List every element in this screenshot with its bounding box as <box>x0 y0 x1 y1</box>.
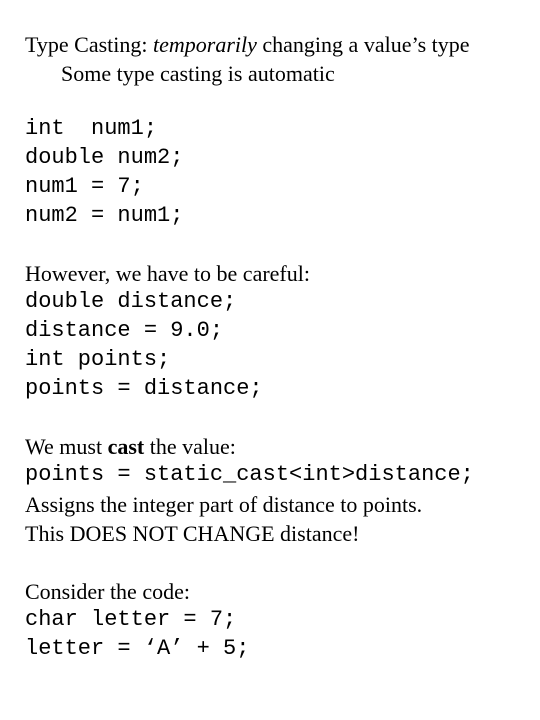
code-line: distance = 9.0; <box>25 318 224 343</box>
code-line: points = distance; <box>25 376 263 401</box>
code-line: int num1; <box>25 116 158 141</box>
title-prefix: Type Casting: <box>25 32 154 57</box>
consider-text: Consider the code: <box>25 579 190 604</box>
cast-note: This DOES NOT CHANGE distance! <box>25 521 360 546</box>
cast-intro <box>25 436 236 458</box>
code-line: double distance; <box>25 289 237 314</box>
cast-intro-prefix: We must <box>25 434 108 459</box>
code-line: letter = ‘A’ + 5; <box>25 636 250 661</box>
title-emphasis: temporarily <box>153 32 257 57</box>
code-line: int points; <box>25 347 171 372</box>
code-line: num2 = num1; <box>25 203 184 228</box>
title-line <box>25 34 470 56</box>
cast-note: Assigns the integer part of distance to points. <box>25 492 423 517</box>
cast-code-line: points = static_cast<int>distance; <box>25 462 474 487</box>
subtitle: Some type casting is automatic <box>61 61 335 86</box>
cast-intro-suffix: the value: <box>144 434 236 459</box>
careful-text: However, we have to be careful: <box>25 261 310 286</box>
cast-keyword: cast <box>107 434 145 459</box>
title-suffix: changing a value’s type <box>256 32 470 57</box>
code-line: num1 = 7; <box>25 174 144 199</box>
code-line: double num2; <box>25 145 184 170</box>
code-line: char letter = 7; <box>25 607 237 632</box>
